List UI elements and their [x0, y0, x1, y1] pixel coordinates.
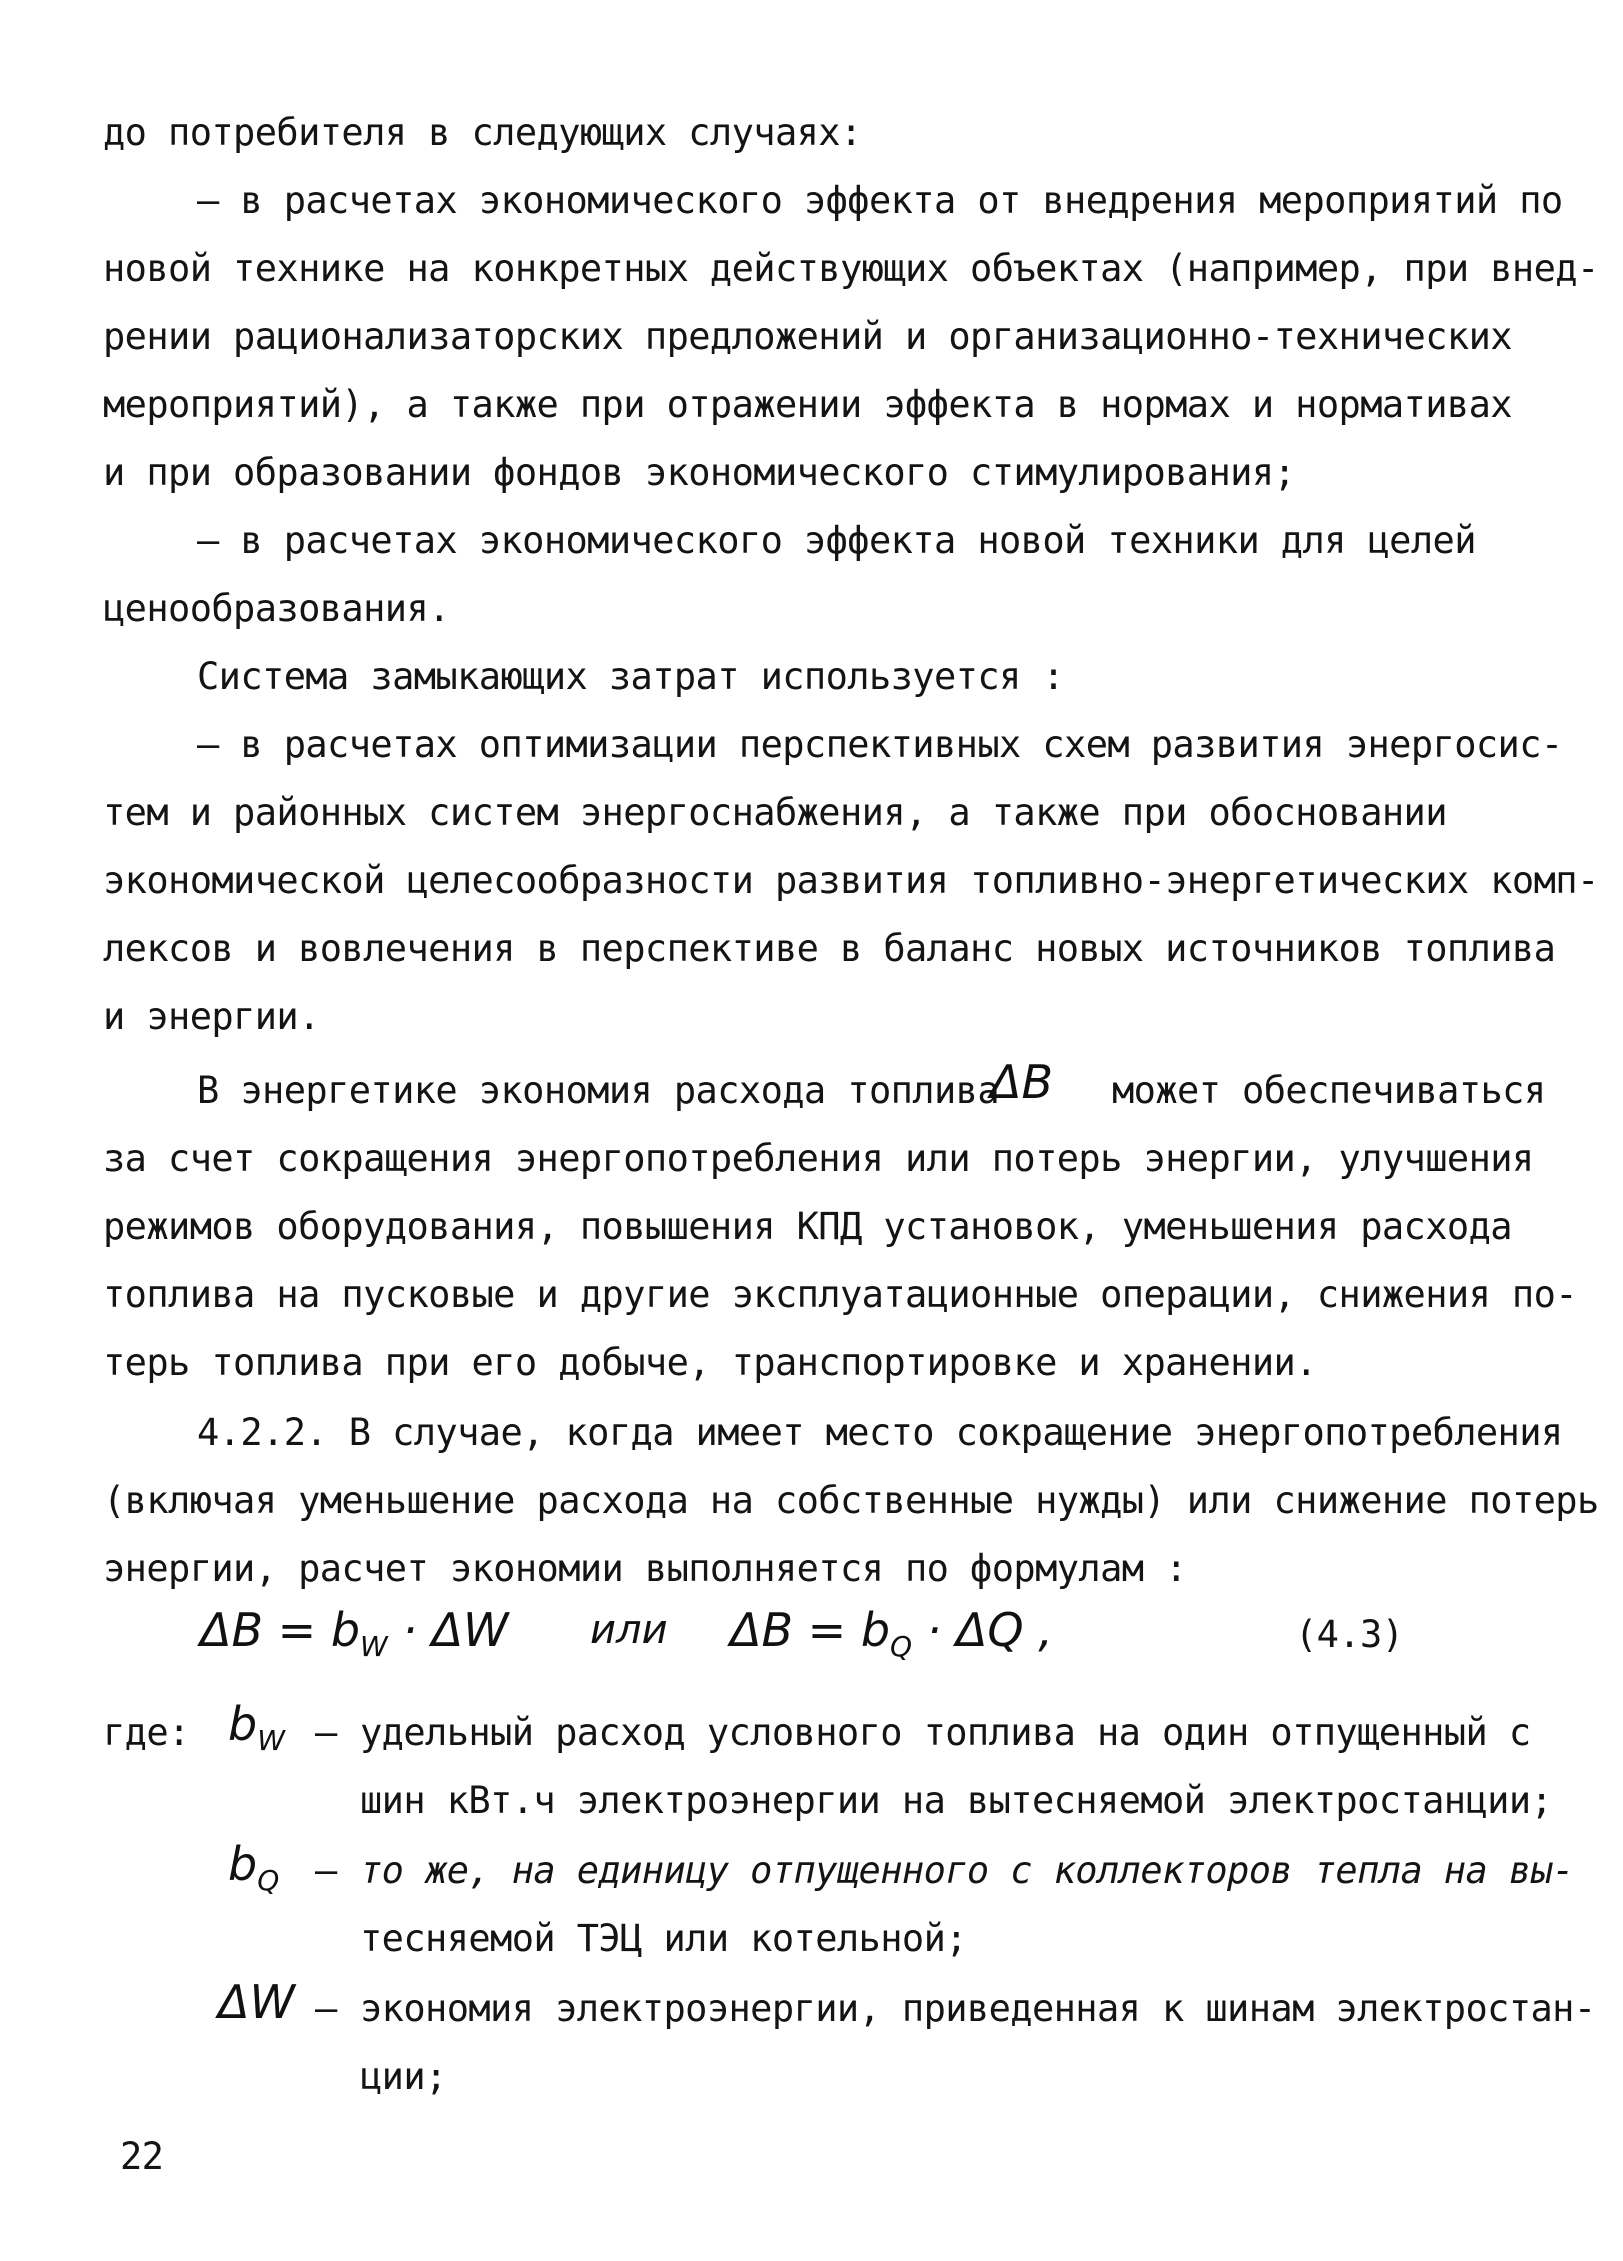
text-line-7: – в расчетах экономического эффекта новой техники для целей — [197, 519, 1476, 562]
where-label: где: — [103, 1711, 190, 1754]
definition-text-3b: ции; — [360, 2055, 447, 2098]
text-line-8: ценообразования. — [103, 587, 450, 630]
text-line-9: Система замыкающих затрат используется : — [197, 655, 1065, 698]
text-line-22: энергии, расчет экономии выполняется по формулам : — [103, 1547, 1187, 1590]
definition-symbol-bw-subscript: W — [257, 1724, 285, 1758]
text-line-15a: В энергетике экономия расхода топлива — [197, 1069, 1000, 1112]
definition-symbol-bq — [228, 1834, 280, 1898]
definition-text-2a: то же, на единицу отпущенного с коллекторов тепла на вы- — [360, 1849, 1574, 1892]
inline-delta-b-symbol: ΔB — [990, 1055, 1054, 1109]
definition-symbol-bw — [228, 1694, 285, 1758]
formula-left-main: ΔB = b — [200, 1603, 361, 1657]
text-line-6: и при образовании фондов экономического стимулирования; — [103, 451, 1296, 494]
formula-left — [200, 1600, 509, 1664]
definition-text-1b: шин кВт.ч электроэнергии на вытесняемой электростанции; — [360, 1779, 1553, 1822]
text-line-19: терь топлива при его добыче, транспортировке и хранении. — [103, 1341, 1317, 1384]
text-line-13: лексов и вовлечения в перспективе в баланс новых источников топлива — [103, 927, 1556, 970]
text-line-12: экономической целесообразности развития топливно-энергетических комп- — [103, 859, 1599, 902]
text-line-20: 4.2.2. В случае, когда имеет место сокращение энергопотребления — [197, 1411, 1563, 1454]
formula-right-tail: · ΔQ , — [912, 1603, 1053, 1657]
text-line-11: тем и районных систем энергоснабжения, а также при обосновании — [103, 791, 1447, 834]
text-line-3: новой технике на конкретных действующих объектах (например, при внед- — [103, 247, 1599, 290]
text-line-16: за счет сокращения энергопотребления или потерь энергии, улучшения — [103, 1137, 1534, 1180]
text-line-15b: может обеспечиваться — [1112, 1069, 1546, 1112]
formula-right-subscript: Q — [890, 1630, 913, 1664]
definition-text-2b: тесняемой ТЭЦ или котельной; — [360, 1917, 967, 1960]
definition-symbol-dw-main: ΔW — [218, 1975, 295, 2029]
definition-dash-2: – — [315, 1849, 337, 1892]
text-line-18: топлива на пусковые и другие эксплуатационные операции, снижения по- — [103, 1273, 1577, 1316]
definition-text-1a: удельный расход условного топлива на один отпущенный с — [360, 1711, 1531, 1754]
text-line-21: (включая уменьшение расхода на собственные нужды) или снижение потерь — [103, 1479, 1599, 1522]
formula-left-tail: · ΔW — [387, 1603, 509, 1657]
text-line-5: мероприятий), а также при отражении эффекта в нормах и нормативах — [103, 383, 1512, 426]
definition-text-3a: экономия электроэнергии, приведенная к шинам электростан- — [360, 1987, 1596, 2030]
definition-symbol-bq-subscript: Q — [257, 1864, 280, 1898]
definition-symbol-bw-main: b — [228, 1697, 258, 1751]
text-line-2: – в расчетах экономического эффекта от внедрения мероприятий по — [197, 179, 1563, 222]
formula-number: (4.3) — [1295, 1613, 1404, 1656]
formula-right — [730, 1600, 1053, 1664]
text-line-14: и энергии. — [103, 995, 320, 1038]
text-line-1: до потребителя в следующих случаях: — [103, 111, 862, 154]
formula-left-subscript: W — [360, 1630, 388, 1664]
formula-connector: или — [590, 1607, 668, 1653]
text-line-4: рении рационализаторских предложений и организационно-технических — [103, 315, 1512, 358]
page-number: 22 — [120, 2135, 164, 2178]
definition-symbol-bq-main: b — [228, 1837, 258, 1891]
definition-symbol-dw — [218, 1972, 295, 2032]
formula-right-main: ΔB = b — [730, 1603, 891, 1657]
text-line-10: – в расчетах оптимизации перспективных схем развития энергосис- — [197, 723, 1563, 766]
definition-dash-3: – — [315, 1987, 337, 2030]
text-line-17: режимов оборудования, повышения КПД установок, уменьшения расхода — [103, 1205, 1512, 1248]
definition-dash-1: – — [315, 1711, 337, 1754]
